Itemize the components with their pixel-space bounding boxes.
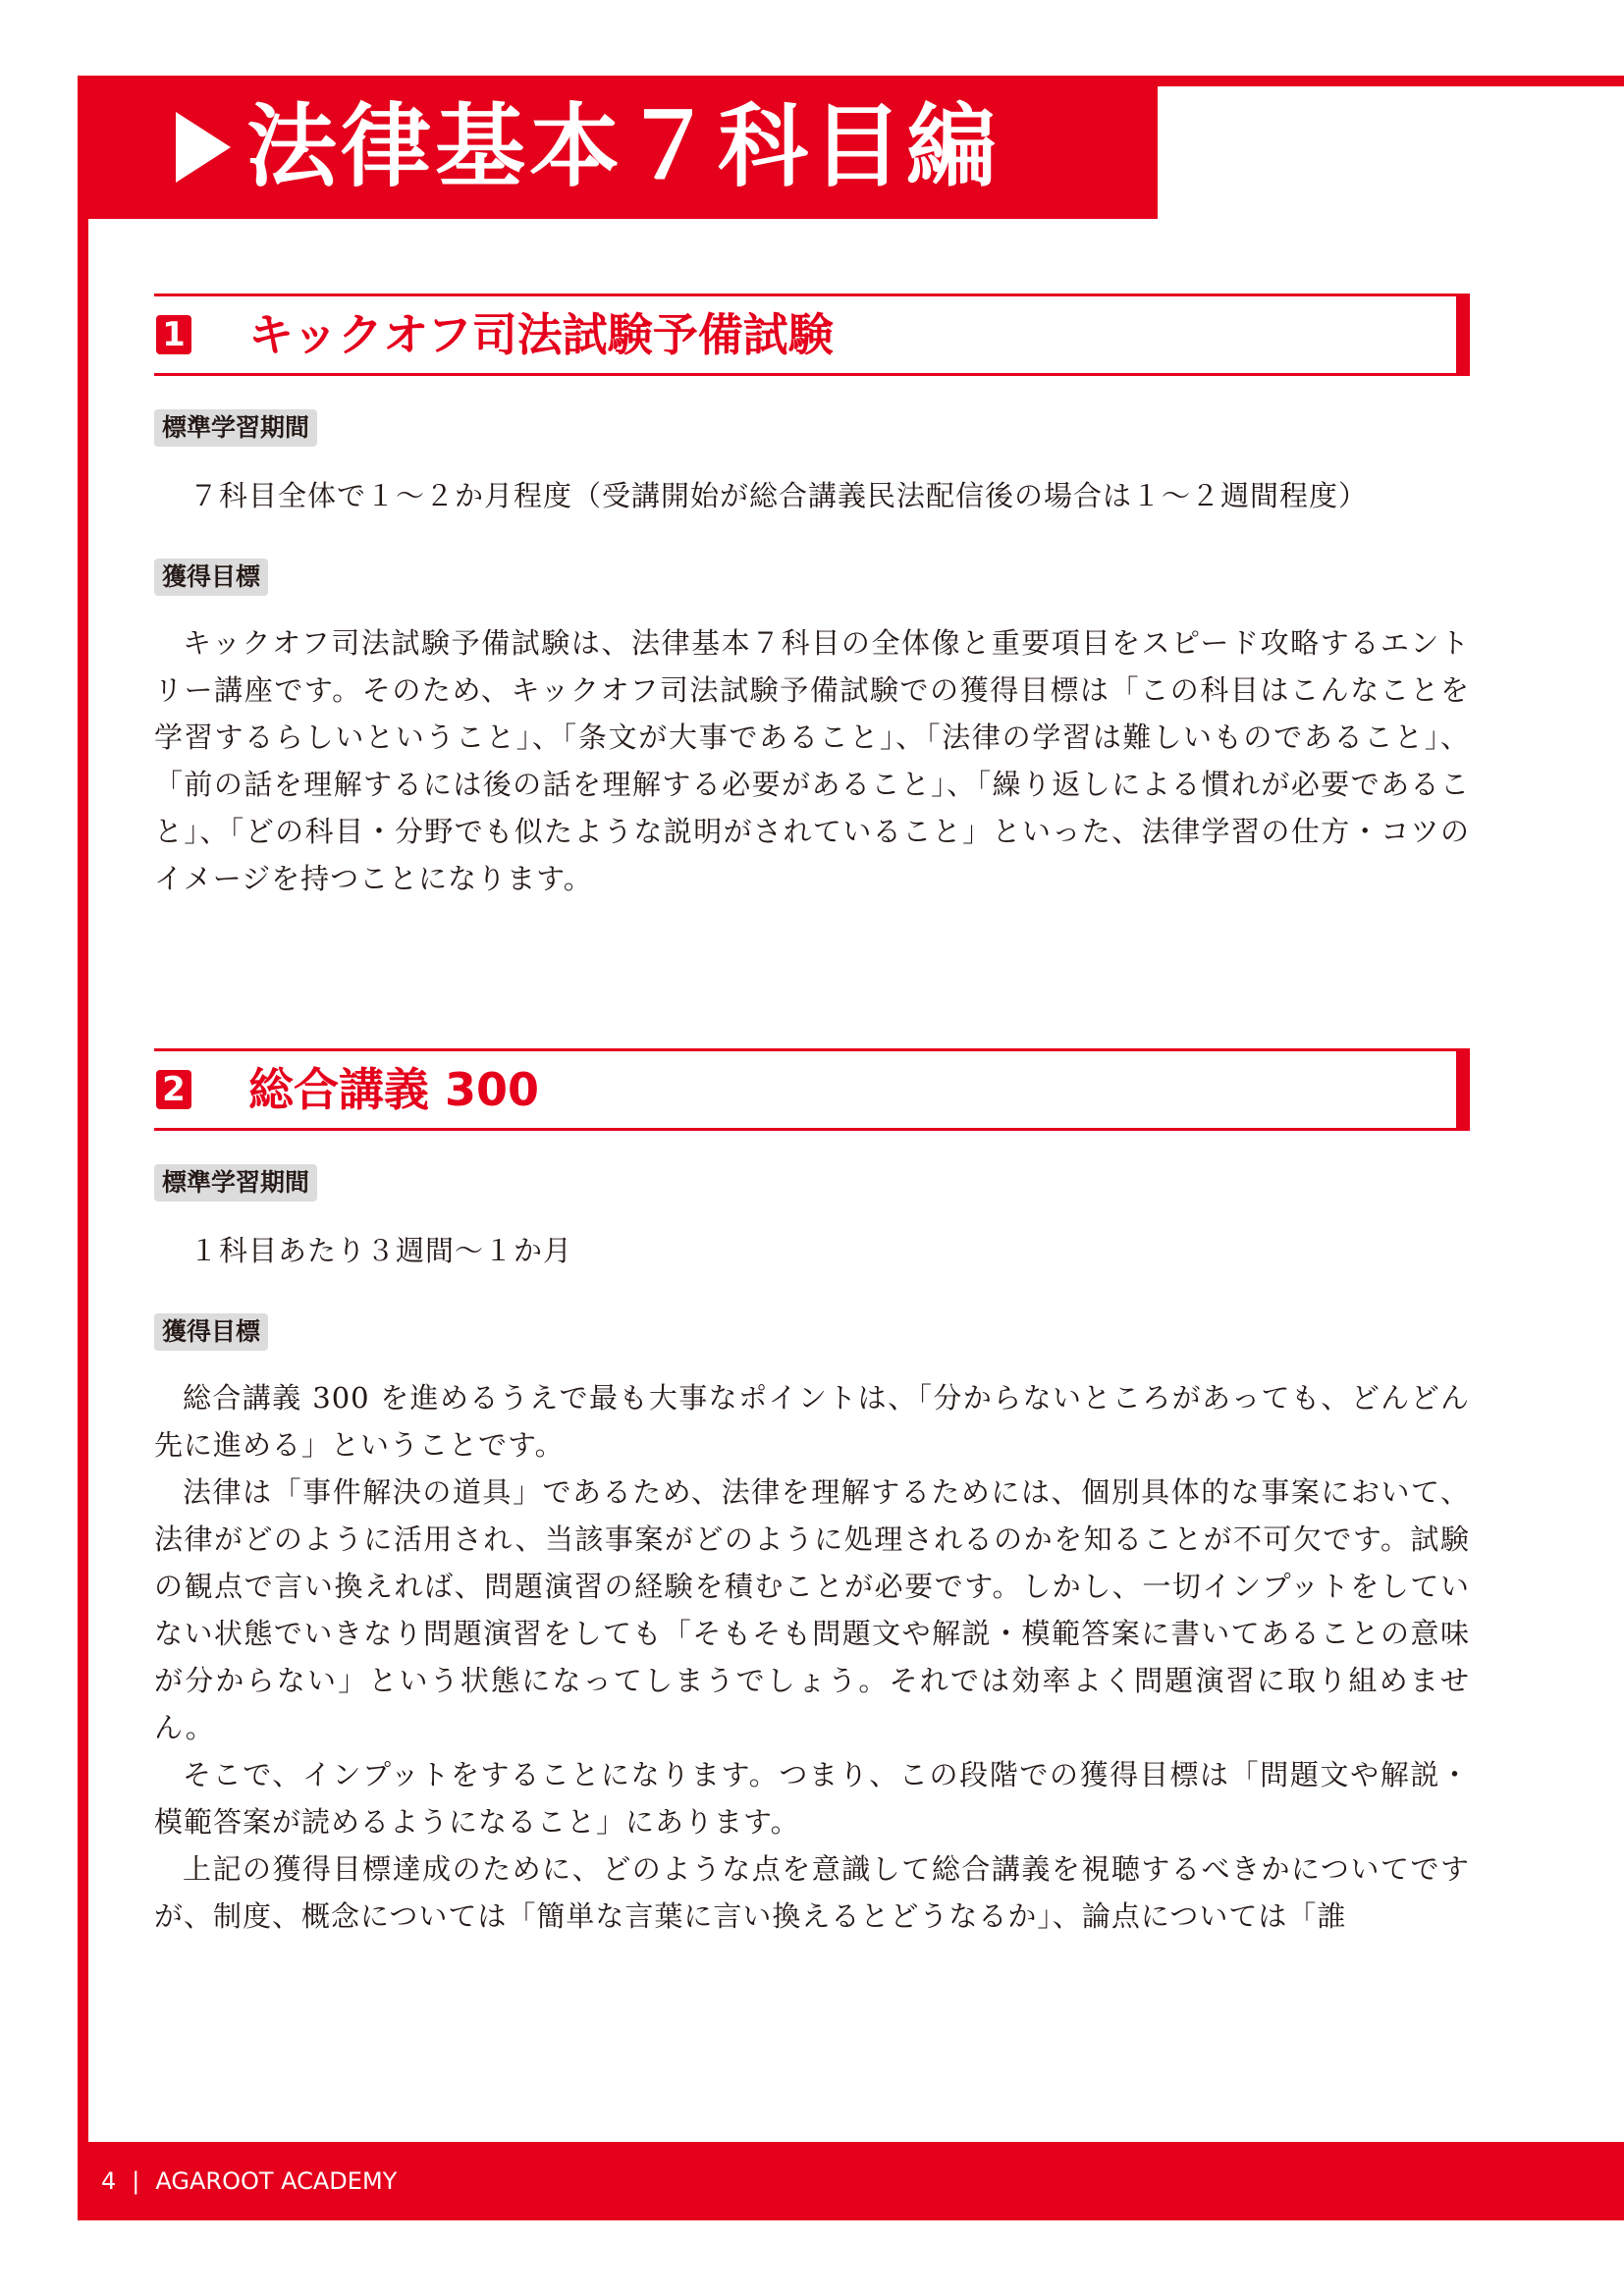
section-2	[154, 1048, 1470, 1940]
footer-brand: AGAROOT ACADEMY	[155, 2167, 398, 2195]
goal-label: 獲得目標	[154, 1313, 268, 1351]
section-title: キックオフ司法試験予備試験	[248, 308, 834, 361]
paragraph: キックオフ司法試験予備試験は、法律基本７科目の全体像と重要項目をスピード攻略するエントリー講座です。そのため、キックオフ司法試験予備試験での獲得目標は「この科目はこんなことを学習するらしいということ」、「条文が大事であること」、「法律の学習は難しいものであること」、「前の話を理解するには後の話を理解する必要があること」、「繰り返しによる慣れが必要であること」、「どの科目・分野でも似たような説明がされていること」といった、法律学習の仕方・コツのイメージを持つことになります。	[154, 626, 1470, 895]
page-footer	[78, 2142, 1624, 2220]
paragraph: 上記の獲得目標達成のために、どのような点を意識して総合講義を視聴するべきかについてですが、制度、概念については「簡単な言葉に言い換えるとどうなるか」、論点については「誰	[154, 1852, 1470, 1933]
period-text: １科目あたり３週間〜１か月	[189, 1234, 573, 1267]
play-triangle-icon	[176, 112, 231, 183]
period-label: 標準学習期間	[154, 409, 317, 447]
footer-separator: |	[132, 2167, 140, 2195]
page-number: 4	[101, 2167, 117, 2195]
section-number-badge: 1	[156, 315, 191, 354]
period-label: 標準学習期間	[154, 1164, 317, 1201]
goal-body	[154, 619, 1470, 902]
section-heading	[154, 294, 1470, 376]
section-1	[154, 294, 1470, 902]
period-text: ７科目全体で１〜２か月程度（受講開始が総合講義民法配信後の場合は１〜２週間程度）	[189, 479, 1369, 512]
section-heading	[154, 1048, 1470, 1131]
paragraph: 総合講義 300 を進めるうえで最も大事なポイントは、「分からないところがあっても、どんどん先に進める」ということです。	[154, 1381, 1470, 1462]
section-title: 総合講義 300	[248, 1063, 540, 1116]
page-title-banner	[78, 76, 1158, 219]
goal-label: 獲得目標	[154, 559, 268, 596]
section-number-badge: 2	[156, 1070, 191, 1109]
paragraph: そこで、インプットをすることになります。つまり、この段階での獲得目標は「問題文や解説・模範答案が読めるようになること」にあります。	[154, 1758, 1470, 1839]
paragraph: 法律は「事件解決の道具」であるため、法律を理解するためには、個別具体的な事案において、法律がどのように活用され、当該事案がどのように処理されるのかを知ることが不可欠です。試験の観点で言い換えれば、問題演習の経験を積むことが必要です。しかし、一切インプットをしていない状態でいきなり問題演習をしても「そもそも問題文や解説・模範答案に書いてあることの意味が分からない」という状態になってしまうでしょう。それでは効率よく問題演習に取り組めません。	[154, 1475, 1470, 1744]
goal-body	[154, 1374, 1470, 1940]
page-title: 法律基本７科目編	[246, 94, 1001, 199]
